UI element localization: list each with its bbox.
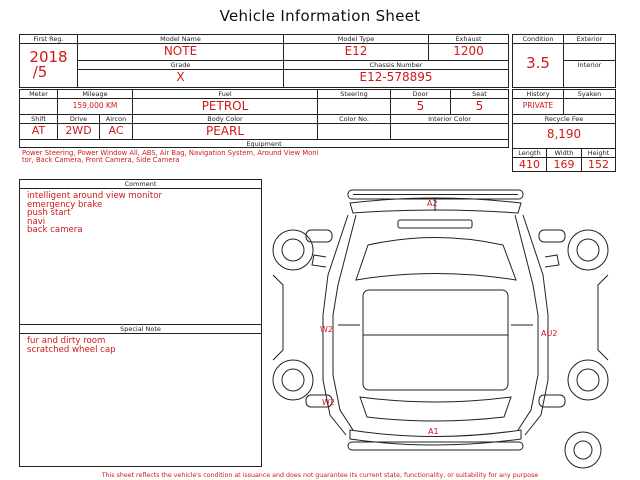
aircon-value: AC — [108, 124, 124, 137]
model-type-label: Model Type — [337, 35, 375, 43]
exterior-label: Exterior — [576, 35, 603, 43]
shift-label: Shift — [31, 115, 46, 123]
door-value: 5 — [416, 99, 425, 113]
sheet-title: Vehicle Information Sheet — [219, 7, 421, 25]
damage-mark-hood: A2 — [427, 199, 438, 208]
width-label: Width — [554, 149, 574, 157]
model-name-label: Model Name — [160, 35, 201, 43]
exhaust-value: 1200 — [453, 44, 484, 58]
drive-value: 2WD — [65, 124, 92, 137]
door-label: Door — [412, 90, 429, 98]
aircon-label: Aircon — [105, 115, 127, 123]
history-value: PRIVATE — [522, 101, 554, 110]
height-label: Height — [587, 149, 610, 157]
disclaimer: This sheet reflects the vehicle's condition at issuance and does not guarantee its current state, functionality, or suitability for any purpose — [101, 472, 539, 479]
model-name-value: NOTE — [163, 44, 198, 58]
recycle-fee-label: Recycle Fee — [544, 115, 584, 123]
interior-color-label: Interior Color — [428, 115, 471, 123]
exhaust-label: Exhaust — [455, 35, 482, 43]
chassis-label: Chassis Number — [369, 61, 423, 69]
first-reg-label: First Reg. — [33, 35, 64, 43]
damage-mark-right-door: AU2 — [541, 329, 558, 338]
grade-label: Grade — [170, 61, 191, 69]
comment-line: navi — [27, 216, 46, 227]
meter-label: Meter — [29, 90, 48, 98]
comment-label: Comment — [124, 180, 157, 188]
body-color-value: PEARL — [205, 124, 245, 138]
fuel-value: PETROL — [201, 99, 249, 113]
body-color-label: Body Color — [207, 115, 243, 123]
width-value: 169 — [553, 158, 575, 171]
fuel-label: Fuel — [218, 90, 232, 98]
seat-label: Seat — [472, 90, 487, 98]
model-type-value: E12 — [344, 44, 368, 58]
special-note-line: scratched wheel cap — [27, 344, 116, 355]
mileage-label: Mileage — [82, 90, 108, 98]
equipment-line-1: Power Steering, Power Window All, ABS, Air Bag, Navigation System, Around View Moni — [22, 149, 319, 157]
comment-line: intelligent around view monitor — [27, 191, 163, 201]
special-note-label: Special Note — [120, 325, 161, 333]
special-note-list — [27, 337, 259, 354]
interior-label: Interior — [577, 61, 602, 69]
length-value: 410 — [519, 158, 540, 171]
condition-label: Condition — [522, 35, 554, 43]
first-reg-year: 2018 — [29, 48, 68, 66]
mileage-value: 159,000 KM — [72, 101, 118, 110]
color-no-label: Color No. — [339, 115, 369, 123]
grade-value: X — [176, 70, 185, 84]
damage-mark-left-door: W2 — [320, 325, 333, 334]
comment-line: emergency brake — [27, 199, 103, 210]
history-label: History — [526, 90, 550, 98]
comment-line: push start — [27, 208, 71, 219]
length-label: Length — [518, 149, 541, 157]
damage-mark-rear-bumper: A1 — [428, 427, 439, 436]
damage-mark-left-rear: W2 — [322, 398, 335, 407]
equipment-line-2: tor, Back Camera, Front Camera, Side Camera — [22, 156, 180, 164]
recycle-fee-value: 8,190 — [546, 127, 582, 141]
drive-label: Drive — [69, 115, 88, 123]
seat-value: 5 — [475, 99, 484, 113]
height-value: 152 — [588, 158, 609, 171]
first-reg-month: /5 — [32, 63, 48, 81]
comment-list — [27, 192, 259, 235]
steering-label: Steering — [340, 90, 368, 98]
special-note-line: fur and dirty room — [27, 336, 106, 346]
condition-value: 3.5 — [526, 54, 550, 72]
comment-line: back camera — [27, 225, 83, 236]
shift-value: AT — [31, 124, 46, 137]
chassis-value: E12-578895 — [359, 70, 433, 84]
equipment-label: Equipment — [246, 140, 282, 148]
syaken-label: Syaken — [577, 90, 602, 98]
